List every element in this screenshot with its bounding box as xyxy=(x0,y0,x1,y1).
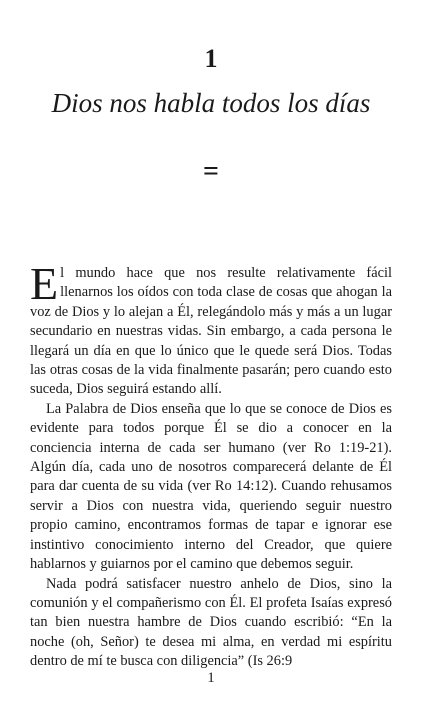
chapter-ornament: = xyxy=(203,156,219,187)
paragraph-1-text: l mundo hace que nos resulte relativamente fácil llenarnos los oídos con toda clase de cosas que ahogan la voz de Dios y lo alejan a Él, relegándolo más y más a un lugar secundario en nuestras vidas. Sin embargo, a cada persona le llegará un día en que lo único que le quede será Dios. Todas las otras cosas de la vida finalmente pasarán; pero cuando esto suceda, Dios seguirá estando allí. xyxy=(30,265,392,398)
page-number: 1 xyxy=(207,670,215,686)
chapter-title: Dios nos habla todos los días xyxy=(51,88,371,118)
chapter-body xyxy=(30,258,392,672)
paragraph-1 xyxy=(30,258,392,400)
paragraph-3: Nada podrá satisfacer nuestro anhelo de Dios, sino la comunión y el compañerismo con Él. El profeta Isaías expresó tan bien nuestra hambre de Dios cuando escribió: “En la noche (oh, Señor) te desea mi alma, en verdad mi espíritu dentro de mí te busca con diligencia” (Is 26:9 xyxy=(30,575,392,670)
chapter-number: 1 xyxy=(204,44,218,73)
paragraph-2: La Palabra de Dios enseña que lo que se conoce de Dios es evidente para todos porque Él se dio a conocer en la conciencia interna de cada ser humano (ver Ro 1:19-21). Algún día, cada uno de nosotros comparecerá delante de Él para dar cuenta de su vida (ver Ro 14:12). Cuando rehusamos servir a Dios con nuestra vida, queriendo seguir nuestro propio camino, encontramos formas de tapar e ignorar ese instintivo conocimiento interno del Creador, que quiere hablarnos y guiarnos por el camino que debemos seguir. xyxy=(30,400,392,573)
drop-cap: E xyxy=(30,258,59,309)
